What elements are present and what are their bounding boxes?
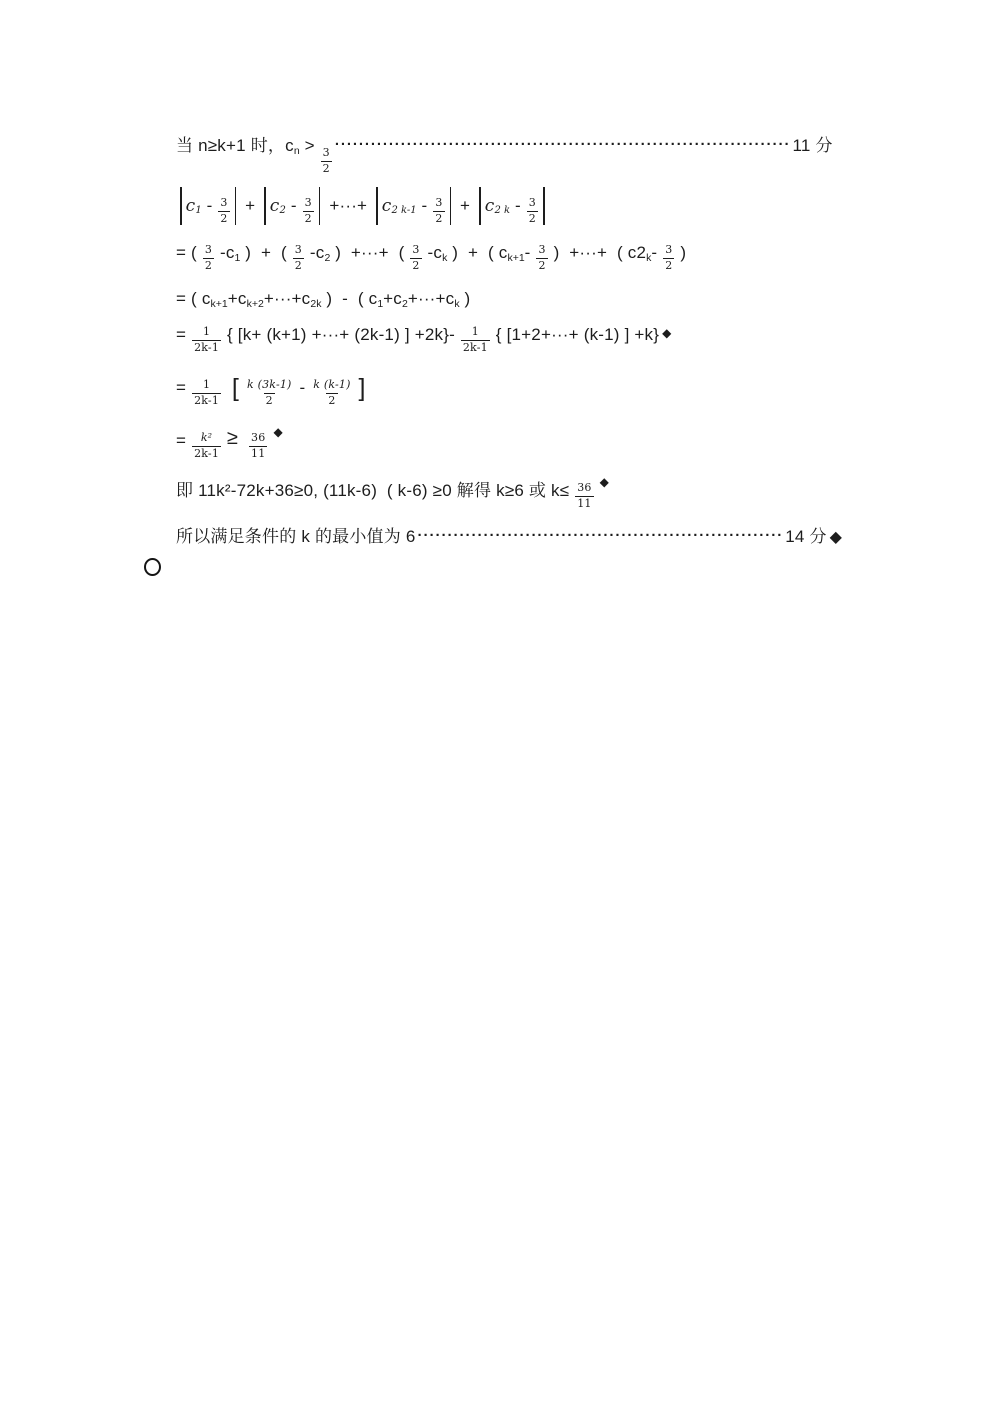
math-text: > — [299, 135, 320, 155]
math-variable: 2 — [279, 205, 286, 216]
fraction: $\frac{3}{2}$ — [294, 243, 302, 272]
math-variable: 2 k — [494, 205, 511, 216]
math-text: 2 — [401, 297, 408, 310]
math-text: k+1 — [210, 297, 228, 310]
conclusion-line — [176, 527, 842, 547]
math-text: - — [524, 242, 536, 262]
formula-line-inequality — [176, 424, 283, 460]
math-text: = ( — [176, 242, 202, 262]
math-text: = — [176, 324, 192, 344]
math-text: ) - ( c — [321, 289, 378, 308]
circle-mark — [144, 558, 161, 576]
abs-value-bar — [450, 187, 452, 225]
math-text: 1 — [234, 251, 241, 264]
math-variable: c — [185, 195, 196, 216]
math-text: ) + ( c — [447, 242, 508, 262]
math-variable: 1 — [195, 205, 202, 216]
math-text: { [k+ (k+1) +···+ (2k-1) ] +2k}- — [222, 324, 460, 344]
fraction: $\frac{3}{2}$ — [665, 243, 673, 272]
math-text: - — [294, 377, 311, 397]
fraction: $\frac{\text{k²}}{2k-1}$ — [194, 431, 220, 460]
fraction: $\frac{1}{2k-1}$ — [462, 325, 488, 354]
math-text: +···+ — [324, 195, 373, 215]
diamond-mark: ◆ — [273, 424, 283, 439]
math-text: - — [285, 195, 302, 215]
math-variable: c — [381, 195, 392, 216]
fraction: $\frac{3}{2}$ — [304, 195, 312, 225]
fraction: $\frac{1}{2k-1}$ — [194, 377, 220, 407]
math-text: -c — [304, 242, 325, 262]
math-text: +···+c — [407, 289, 455, 308]
math-text: 当 n≥k+1 时，c — [176, 135, 294, 155]
formula-line-statement — [176, 132, 833, 175]
fraction: $\frac{36}{11}$ — [577, 481, 592, 510]
math-text: ) + ( — [240, 242, 292, 262]
math-text — [238, 431, 248, 451]
math-text: 1 — [377, 297, 384, 310]
math-text: -c — [215, 242, 235, 262]
math-text: = — [176, 430, 192, 450]
math-variable: c — [269, 195, 280, 216]
math-text: + — [455, 195, 476, 215]
math-text: + — [240, 195, 261, 215]
math-text: k — [646, 251, 652, 264]
formula-line-abs-sum — [176, 187, 549, 225]
fraction: $\frac{3}{2}$ — [322, 146, 330, 175]
formula-line-braces — [176, 321, 672, 354]
dotted-leader: ············································································ — [334, 136, 791, 154]
math-text — [239, 378, 244, 398]
math-text: k+2 — [246, 297, 264, 310]
greater-equal-sign: ≥ — [227, 427, 239, 450]
math-text: k — [454, 297, 460, 310]
math-text: - — [416, 195, 433, 215]
math-text: 即 11k²-72k+36≥0, (11k-6) ( k-6) ≥0 解得 k≥6 或 k≤ — [176, 480, 575, 500]
abs-value-bar — [376, 187, 378, 225]
dotted-leader: ····························································· — [417, 527, 784, 545]
formula-line-solve — [176, 474, 610, 510]
fraction: $\frac{3}{2}$ — [220, 195, 228, 225]
math-text: ) +···+ ( — [330, 242, 410, 262]
math-text: ) — [459, 289, 471, 308]
left-bracket: [ — [231, 374, 240, 402]
diamond-mark: ◆ — [662, 325, 672, 340]
fraction: $\frac{3}{2}$ — [204, 243, 213, 272]
diamond-mark-large: ◆ — [829, 528, 843, 546]
math-text: = — [176, 377, 192, 397]
math-text: 所以满足条件的 k 的最小值为 6 — [176, 527, 416, 546]
fraction: $\frac{3}{2}$ — [538, 243, 546, 272]
fraction: $\frac{3}{2}$ — [435, 195, 443, 225]
abs-value-bar — [235, 187, 237, 225]
math-text: k — [442, 251, 448, 264]
score-mark-11: 11 分 — [792, 135, 833, 155]
math-text: = ( c — [176, 289, 211, 308]
diamond-mark: ◆ — [599, 474, 610, 489]
math-text: ) — [675, 242, 687, 262]
fraction: $\frac{k (3k-1)}{2}$ — [247, 377, 292, 407]
math-text: - — [201, 195, 218, 215]
math-text: n — [293, 144, 300, 157]
score-mark-14: 14 分 — [785, 527, 827, 546]
math-text: +c — [383, 289, 402, 308]
math-text: - — [651, 242, 663, 262]
fraction: $\frac{k (k-1)}{2}$ — [313, 377, 351, 407]
formula-line-expand — [176, 239, 687, 272]
abs-value-bar — [319, 187, 321, 225]
fraction: $\frac{3}{2}$ — [528, 195, 536, 225]
abs-value-bar — [180, 187, 182, 225]
formula-line-group — [176, 289, 470, 309]
fraction: $\frac{3}{2}$ — [412, 243, 420, 272]
math-text: 2 — [324, 251, 331, 264]
math-text: { [1+2+···+ (k-1) ] +k} — [490, 324, 660, 344]
math-text: +···+c — [263, 289, 311, 308]
math-text: k+1 — [507, 251, 525, 264]
math-variable: c — [484, 195, 495, 216]
abs-value-bar — [264, 187, 266, 225]
formula-line-fractions — [176, 373, 366, 407]
abs-value-bar — [543, 187, 545, 225]
abs-value-bar — [479, 187, 481, 225]
math-text: ) +···+ ( c2 — [548, 242, 647, 262]
math-text: - — [510, 195, 526, 215]
math-text — [222, 378, 232, 398]
right-bracket: ] — [358, 374, 366, 402]
math-text: +c — [227, 289, 247, 308]
math-variable: 2 k-1 — [391, 205, 417, 216]
fraction: $\frac{36}{11}$ — [251, 431, 266, 460]
math-text: -c — [422, 242, 443, 262]
fraction: $\frac{1}{2k-1}$ — [194, 325, 220, 354]
math-text: 2k — [310, 297, 322, 310]
